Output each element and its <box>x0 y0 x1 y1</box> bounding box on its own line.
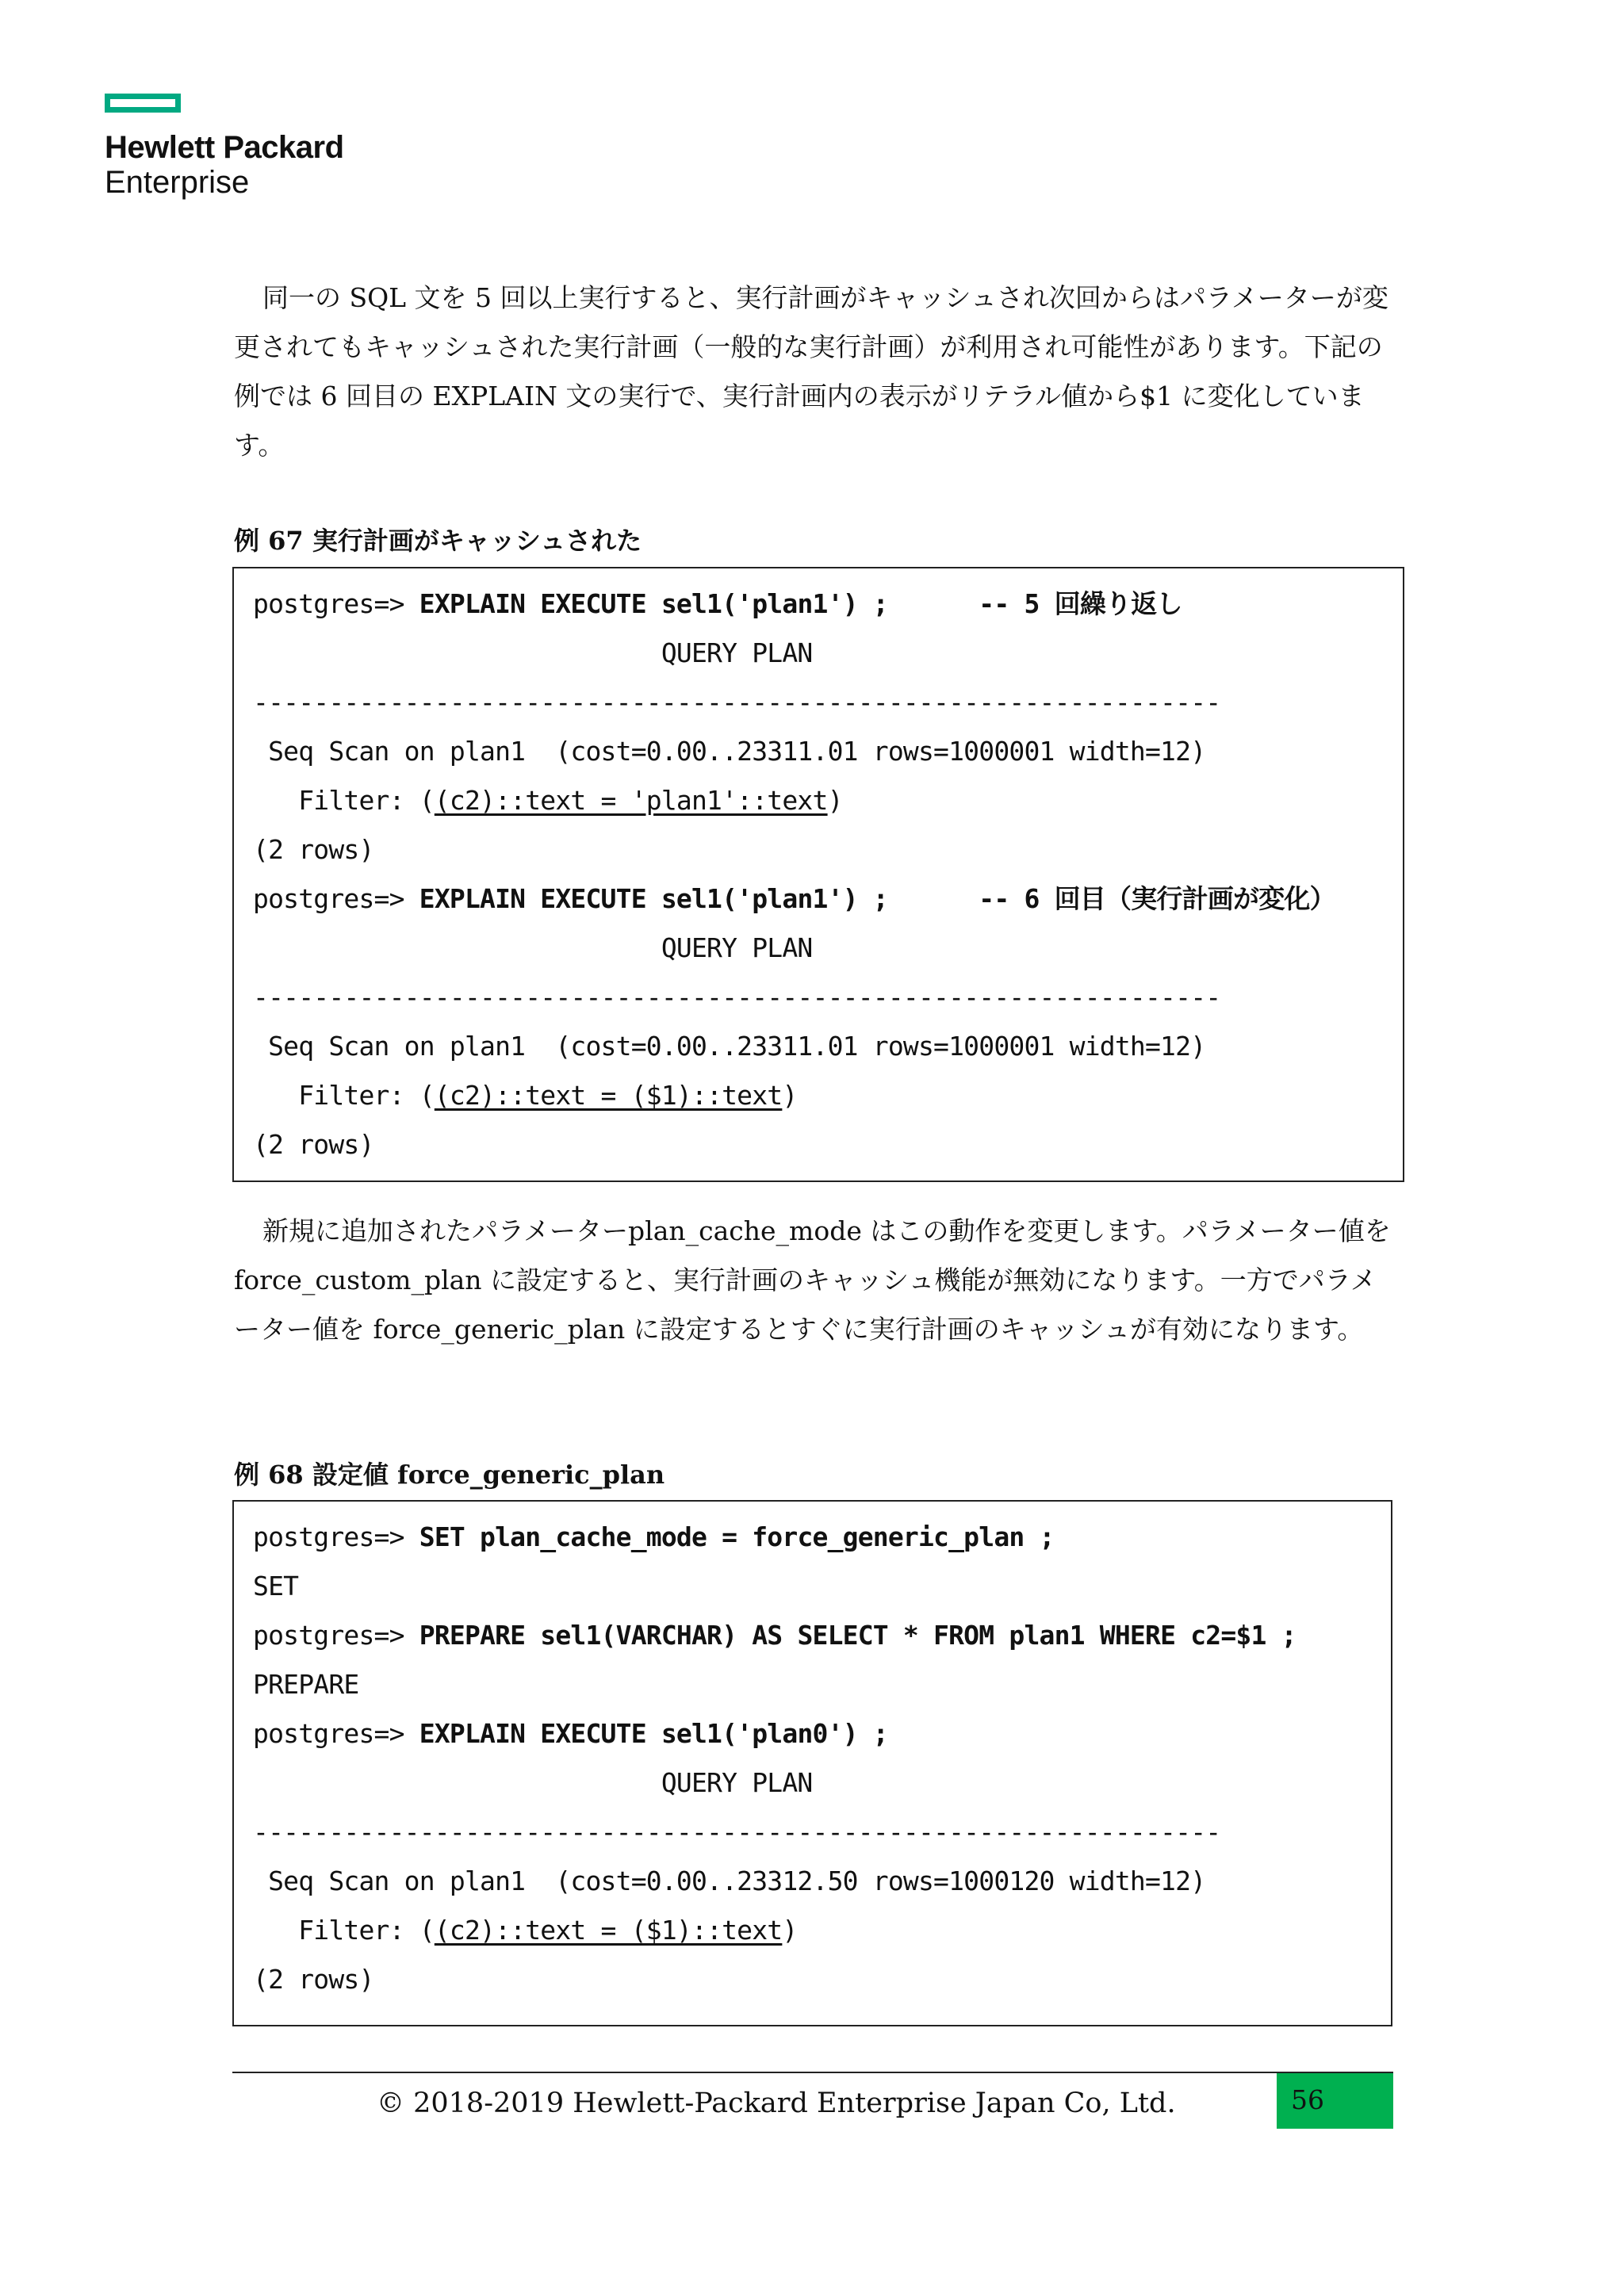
code-line: postgres=> EXPLAIN EXECUTE sel1('plan0') ; <box>253 1718 888 1749</box>
logo-mark <box>105 94 181 113</box>
code-line: postgres=> PREPARE sel1(VARCHAR) AS SELECT * FROM plan1 WHERE c2=$1 ; <box>253 1620 1297 1651</box>
example-68-code-block <box>232 1500 1392 2026</box>
code-separator: ---------------------------------------------------------------- <box>253 1816 1221 1847</box>
filter-param-underlined: (c2)::text = ($1)::text <box>434 1915 783 1946</box>
code-line: (2 rows) <box>253 1964 374 1995</box>
code-line: QUERY PLAN <box>253 932 813 963</box>
footer-divider <box>232 2072 1393 2073</box>
code-line: (2 rows) <box>253 834 374 865</box>
code-line: SET <box>253 1571 299 1601</box>
code-line: Filter: ((c2)::text = ($1)::text) <box>253 1915 798 1946</box>
plan-cache-mode-paragraph: 新規に追加されたパラメーターplan_cache_mode はこの動作を変更します。パラメーター値を force_custom_plan に設定すると、実行計画のキャッシュ機能が無効になります。一方でパラメーター値を force_generic_plan に設定するとすぐに実行計画のキャッシュが有効になります。 <box>234 1215 1391 1345</box>
code-line: PREPARE <box>253 1669 359 1700</box>
example-68-caption: 例 68 設定値 force_generic_plan <box>234 1460 665 1490</box>
filter-literal-underlined: (c2)::text = 'plan1'::text <box>434 785 828 816</box>
code-line: Seq Scan on plan1 (cost=0.00..23312.50 rows=1000120 width=12) <box>253 1866 1206 1896</box>
code-separator: ---------------------------------------------------------------- <box>253 982 1221 1012</box>
footer-copyright: © 2018-2019 Hewlett-Packard Enterprise Japan Co, Ltd. <box>377 2087 1176 2119</box>
code-line: postgres=> EXPLAIN EXECUTE sel1('plan1') ; -- 5 回繰り返し <box>253 588 1182 619</box>
code-line: Filter: ((c2)::text = ($1)::text) <box>253 1080 798 1111</box>
code-separator: ---------------------------------------------------------------- <box>253 687 1221 718</box>
example-67-code-block <box>232 567 1404 1182</box>
code-line: QUERY PLAN <box>253 637 813 668</box>
page-number: 56 <box>1291 2084 1324 2115</box>
code-line: postgres=> SET plan_cache_mode = force_generic_plan ; <box>253 1521 1055 1552</box>
intro-paragraph: 同一の SQL 文を 5 回以上実行すると、実行計画がキャッシュされ次回からはパラメーターが変更されてもキャッシュされた実行計画（一般的な実行計画）が利用され可能性があります。下記の例では 6 回目の EXPLAIN 文の実行で、実行計画内の表示がリテラル値から$1 に変化しています。 <box>234 282 1388 461</box>
logo-text-line2: Enterprise <box>105 165 250 200</box>
code-line: QUERY PLAN <box>253 1767 813 1798</box>
code-line: postgres=> EXPLAIN EXECUTE sel1('plan1') ; -- 6 回目（実行計画が変化） <box>253 883 1335 914</box>
company-logo <box>105 94 344 200</box>
code-line: Seq Scan on plan1 (cost=0.00..23311.01 rows=1000001 width=12) <box>253 736 1206 767</box>
code-line: (2 rows) <box>253 1129 374 1160</box>
page-number-badge <box>1277 2073 1393 2129</box>
filter-param-underlined: (c2)::text = ($1)::text <box>434 1080 783 1111</box>
code-line: Seq Scan on plan1 (cost=0.00..23311.01 rows=1000001 width=12) <box>253 1031 1206 1062</box>
code-line: Filter: ((c2)::text = 'plan1'::text) <box>253 785 843 816</box>
logo-text-line1: Hewlett Packard <box>105 130 344 165</box>
example-67-caption: 例 67 実行計画がキャッシュされた <box>234 526 642 556</box>
